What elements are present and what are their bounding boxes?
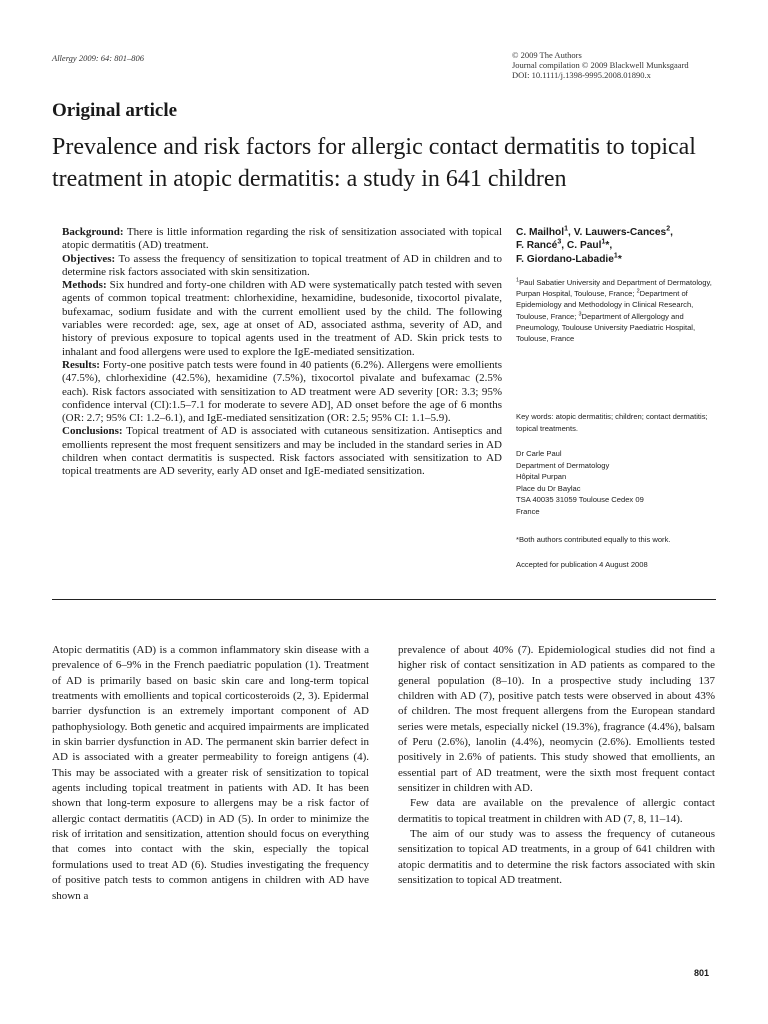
author-line <box>516 226 716 239</box>
author-separator: , <box>670 227 673 238</box>
correspondence-line: Place du Dr Baylac <box>516 483 581 493</box>
body-paragraph: Few data are available on the prevalence of allergic contact dermatitis to topical treatment in children with AD (7, 8, 11–14). <box>398 797 715 825</box>
doi-line: DOI: 10.1111/j.1398-9995.2008.01890.x <box>512 70 651 80</box>
abstract-paragraph <box>62 359 502 425</box>
affiliation-mark: 3 <box>578 311 582 318</box>
author-line <box>516 239 716 252</box>
author-name: C. Mailhol <box>516 227 565 238</box>
correspondence-line: Dr Carle Paul <box>516 449 562 458</box>
affiliation-text <box>516 277 716 344</box>
author-list <box>516 226 716 266</box>
body-column-right <box>398 643 715 889</box>
keywords: Key words: atopic dermatitis; children; contact dermatitis; topical treatments. <box>516 412 708 433</box>
affiliation-mark: 1 <box>516 277 520 284</box>
abstract-heading: Results: <box>62 358 100 371</box>
author-affiliation-mark: 2 <box>666 225 671 233</box>
author-affiliation-mark: 1 <box>613 252 618 260</box>
author-name: F. Giordano-Labadie <box>516 253 614 265</box>
abstract-heading: Conclusions: <box>62 425 123 438</box>
affiliations <box>516 277 716 344</box>
journal-reference: Allergy 2009: 64: 801–806 <box>52 53 144 63</box>
author-separator: , <box>561 240 567 252</box>
abstract-text: There is little information regarding the risk of sensitization associated with topical atopic dermatitis (AD) treatment. <box>62 226 502 252</box>
author-affiliation-mark: 1 <box>601 238 606 246</box>
abstract <box>62 226 502 479</box>
acceptance-date: Accepted for publication 4 August 2008 <box>516 560 648 569</box>
equal-contribution-note: *Both authors contributed equally to this work. <box>516 535 671 544</box>
copyright-line: Journal compilation © 2009 Blackwell Munksgaard <box>512 60 689 70</box>
author-separator: *, <box>605 240 613 252</box>
body-paragraph: Atopic dermatitis (AD) is a common inflammatory skin disease with a prevalence of 6–9% in the French paediatric population (1). Treatment of AD is primarily based on basic skin care and long-term topical treatments with emollients and topical corticosteroids (2, 3). Epidermal barrier dysfunction is an extremely important component of AD pathophysiology. Both genetic and acquired impairments are implicated in skin barrier dysfunction in AD. The permanent skin barrier defect in AD is associated with a greater permeability to foreign antigens (4). This may be associated with a greater risk of sensitization to topical agents including topical treatment in patients with AD. It has been shown that long-term exposure to allergens may be a risk factor of allergic contact dermatitis (ACD) in AD (5). In order to minimize the risk of irritation and sensitization, attention should focus on everything that comes into contact with the skin, especially the topical formulations used to treat AD (6). Studies investigating the frequency of positive patch tests to common antigens in children with AD have shown a <box>52 644 369 902</box>
correspondence-line: Department of Dermatology <box>516 460 610 470</box>
abstract-paragraph <box>62 279 502 359</box>
section-label: Original article <box>52 100 178 121</box>
author-name: V. Lauwers-Cances <box>573 227 667 238</box>
author-separator: * <box>617 253 622 265</box>
correspondence-line: TSA 40035 31059 Toulouse Cedex 09 <box>516 495 644 505</box>
affiliation-line: Department of Allergology and Pneumology, Toulouse University Paediatric Hospital, Toulouse, France <box>516 311 696 344</box>
author-affiliation-mark: 1 <box>564 225 569 233</box>
abstract-paragraph <box>62 226 502 253</box>
article-title: Prevalence and risk factors for allergic contact dermatitis to topical treatment in atopic dermatitis: a study in 641 children <box>52 134 696 192</box>
page-number: 801 <box>694 968 710 978</box>
section-divider <box>52 599 716 600</box>
correspondence-line: France <box>516 506 540 516</box>
author-line <box>516 253 716 266</box>
correspondence-address <box>516 448 716 518</box>
author-name: F. Rancé <box>516 240 558 252</box>
author-separator: , <box>568 227 574 238</box>
abstract-heading: Methods: <box>62 279 107 292</box>
abstract-text: Six hundred and forty-one children with AD were systematically patch tested with seven agents of common topical treatment: chlorhexidine, hexamidine, budesonide, tixocortol pivalate, bufexamac, sodium fusidate and with the current emollient used by the child. The following variables were recorded: age, sex, age at onset of AD, associated asthma, severity of AD, and history of previous exposure to topical agents used in the treatment of AD. Skin prick tests to inhalant and food allergens were used to explore the IgE-mediated sensitization. <box>62 279 502 358</box>
affiliation-mark: 2 <box>636 288 640 295</box>
author-affiliation-mark: 3 <box>557 238 562 246</box>
abstract-paragraph <box>62 253 502 280</box>
affiliation-line: Paul Sabatier University and Department of Dermatology, Purpan Hospital, Toulouse, France; <box>516 278 712 299</box>
abstract-heading: Background: <box>62 226 124 238</box>
abstract-heading: Objectives: <box>62 252 116 265</box>
copyright-line: © 2009 The Authors <box>512 50 582 60</box>
abstract-text: Topical treatment of AD is associated with cutaneous sensitization. Antiseptics and emollients represent the most frequent sensitizers and may be included in the standard series in AD children when contact dermatitis is suspected. Risk factors associated with sensitization to AD topical treatments are AD severity, early AD onset and IgE-mediated sensitization. <box>62 425 502 478</box>
author-name: C. Paul <box>566 240 602 252</box>
body-paragraph: The aim of our study was to assess the frequency of cutaneous sensitization to topical AD treatments, in a group of 641 children with atopic dermatitis and to determine the risk factors associated with skin sensitization to topical AD treatment. <box>398 828 715 887</box>
correspondence-line: Hôpital Purpan <box>516 472 567 482</box>
copyright-block <box>512 50 689 80</box>
affiliation-line: Department of Epidemiology and Methodology in Clinical Research, Toulouse, France; <box>516 289 694 321</box>
abstract-paragraph <box>62 425 502 478</box>
body-paragraph: prevalence of about 40% (7). Epidemiological studies did not find a higher risk of contact sensitization in AD patients as compared to the general population (8–10). In a prospective study including 137 children with AD (7), positive patch tests were observed in about 43% of children. The most frequent allergens from the European standard series were metals, especially nickel (19.3%), fragrance (4.4%), balsam of Peru (2.6%), lanolin (4.4%), neomycin (2.6%). Emollients tested positively in 2.6% of patients. This study showed that emollients, an essential part of AD treatment, were the sixth most frequent contact sensitizer in children with AD. <box>398 644 715 795</box>
body-column-left <box>52 643 369 904</box>
abstract-text: Forty-one positive patch tests were found in 40 patients (6.2%). Allergens were emollients (47.5%), chlorhexidine (42.5%), hexamidine (7.5%), tixocortol pivalate and bufexamac (2.5% each). Risk factors associated with sensitization to AD treatment were AD severity [OR: 3.3; 95% confidence interval (CI):1.5–7.1 for moderate to severe AD], AD onset before the age of 6 months (OR: 2.7; 95% CI: 1.2–6.1), and IgE-mediated sensitization (OR: 2.5; 95% CI: 1.1–5.9). <box>62 358 502 425</box>
abstract-text: To assess the frequency of sensitization to topical treatment of AD in children and to determine risk factors associated with skin sensitization. <box>62 252 502 278</box>
